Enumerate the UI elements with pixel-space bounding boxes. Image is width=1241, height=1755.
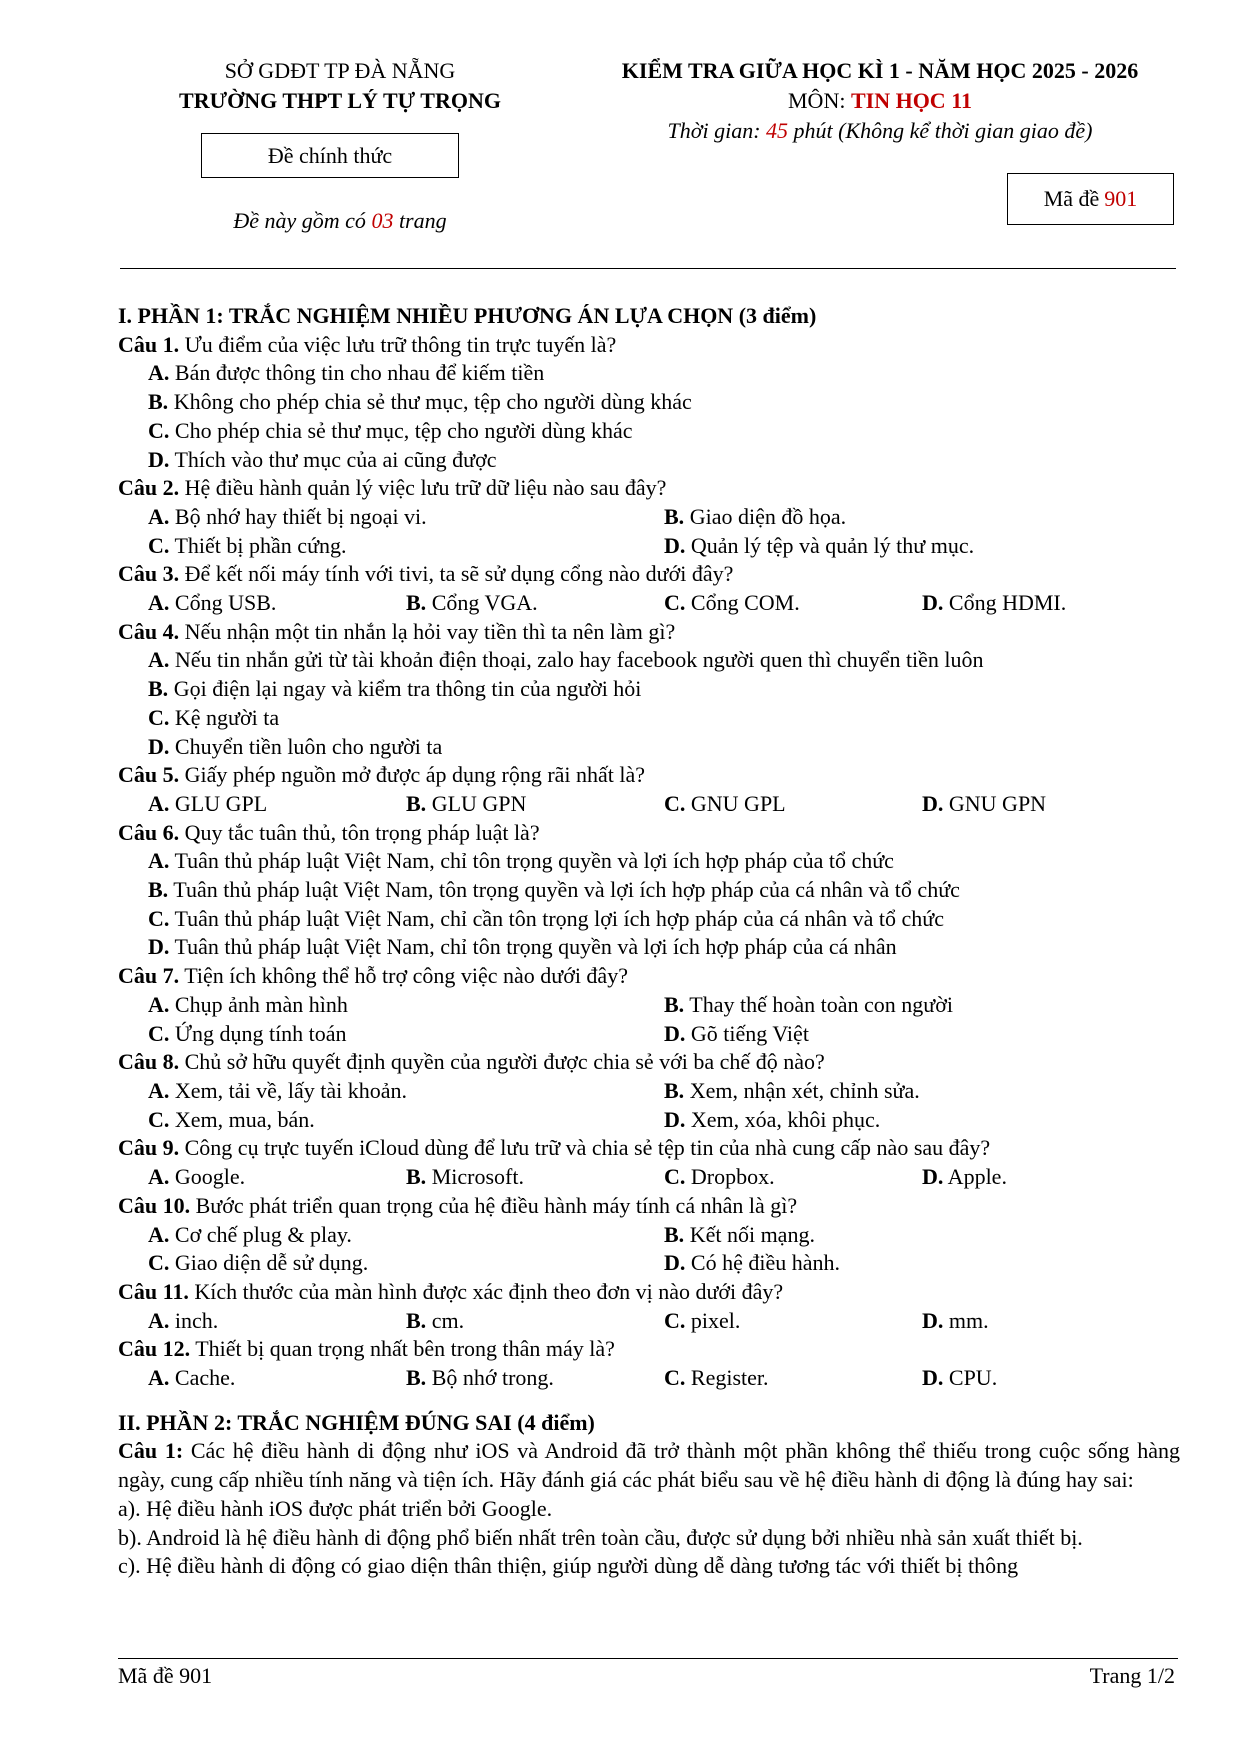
options — [118, 503, 1180, 560]
question: Câu 1. Ưu điểm của việc lưu trữ thông tin trực tuyến là? — [118, 331, 617, 357]
options — [118, 1077, 1180, 1134]
option: A. Nếu tin nhắn gửi từ tài khoản điện thoại, zalo hay facebook người quen thì chuyển tiền luôn — [148, 647, 984, 673]
part2-title: II. PHẦN 2: TRẮC NGHIỆM ĐÚNG SAI (4 điểm) — [118, 1409, 595, 1435]
option: D. Có hệ điều hành. — [664, 1250, 840, 1276]
header-divider — [120, 268, 1176, 269]
footer-divider — [118, 1658, 1178, 1659]
option: C. pixel. — [664, 1307, 741, 1333]
options — [118, 1221, 1180, 1278]
option: B. cm. — [406, 1307, 465, 1333]
option: B. Bộ nhớ trong. — [406, 1365, 554, 1391]
option: D. Tuân thủ pháp luật Việt Nam, chỉ tôn trọng quyền và lợi ích hợp pháp của cá nhân — [148, 934, 897, 960]
option: B. Không cho phép chia sẻ thư mục, tệp cho người dùng khác — [148, 389, 692, 415]
option: B. GLU GPN — [406, 790, 527, 816]
option: C. Ứng dụng tính toán — [148, 1020, 347, 1046]
option: B. Microsoft. — [406, 1164, 524, 1190]
subject-name: TIN HỌC 11 — [850, 88, 972, 113]
department-name: SỞ GDĐT TP ĐÀ NẴNG — [224, 58, 456, 83]
part2-question: Câu 1: Các hệ điều hành di động như iOS và Android đã trở thành một phần không thể thiếu trong cuộc sống hàng ngày, cung cấp nhiều tính năng và tiện ích. Hãy đánh giá các phát biểu sau về hệ điều hành di động là đúng hay sai: — [118, 1438, 1181, 1493]
option: B. Giao diện đồ họa. — [664, 503, 847, 529]
options — [118, 646, 1180, 761]
option: A. Cơ chế plug & play. — [148, 1221, 352, 1247]
option: D. GNU GPN — [922, 790, 1047, 816]
exam-header — [545, 56, 1215, 146]
option: A. Bộ nhớ hay thiết bị ngoại vi. — [148, 503, 427, 529]
statement: c). Hệ điều hành di động có giao diện thân thiện, giúp người dùng dễ dàng tương tác với thiết bị thông — [118, 1553, 1019, 1579]
exam-title: KIỂM TRA GIỮA HỌC KÌ 1 - NĂM HỌC 2025 - 2026 — [621, 58, 1139, 83]
question: Câu 6. Quy tắc tuân thủ, tôn trọng pháp luật là? — [118, 819, 540, 845]
option: A. Chụp ảnh màn hình — [148, 991, 348, 1017]
option: A. inch. — [148, 1307, 219, 1333]
options — [118, 359, 1180, 474]
option: D. Xem, xóa, khôi phục. — [664, 1106, 881, 1132]
options — [118, 790, 1180, 819]
option: D. Apple. — [922, 1164, 1007, 1190]
school-name: TRƯỜNG THPT LÝ TỰ TRỌNG — [179, 88, 501, 113]
option: C. Xem, mua, bán. — [148, 1106, 315, 1132]
option: D. Quản lý tệp và quản lý thư mục. — [664, 532, 975, 558]
options — [118, 991, 1180, 1048]
option: D. mm. — [922, 1307, 989, 1333]
question: Câu 10. Bước phát triển quan trọng của hệ điều hành máy tính cá nhân là gì? — [118, 1192, 798, 1218]
footer-page-number: Trang 1/2 — [1089, 1663, 1175, 1688]
question: Câu 7. Tiện ích không thể hỗ trợ công việc nào dưới đây? — [118, 963, 628, 989]
option: B. Tuân thủ pháp luật Việt Nam, tôn trọng quyền và lợi ích hợp pháp của cá nhân và tổ chức — [148, 877, 960, 903]
subject-line: MÔN: TIN HỌC 11 — [788, 88, 972, 113]
statement: b). Android là hệ điều hành di động phổ biến nhất trên toàn cầu, được sử dụng bởi nhiều nhà sản xuất thiết bị. — [118, 1524, 1083, 1550]
exam-code: 901 — [1104, 186, 1138, 211]
option: B. Kết nối mạng. — [664, 1221, 815, 1247]
page-count-note: Đề này gồm có 03 trang — [233, 208, 447, 233]
option: A. Cổng USB. — [148, 590, 277, 616]
option: C. Giao diện dễ sử dụng. — [148, 1250, 369, 1276]
option: C. Dropbox. — [664, 1164, 775, 1190]
option: A. Xem, tải về, lấy tài khoản. — [148, 1077, 408, 1103]
option: D. Thích vào thư mục của ai cũng được — [148, 446, 497, 472]
part1-title: I. PHẦN 1: TRẮC NGHIỆM NHIỀU PHƯƠNG ÁN LỰA CHỌN (3 điểm) — [118, 303, 817, 328]
option: B. Xem, nhận xét, chỉnh sửa. — [664, 1077, 920, 1103]
question: Câu 4. Nếu nhận một tin nhắn lạ hỏi vay tiền thì ta nên làm gì? — [118, 618, 676, 644]
options — [118, 1364, 1180, 1393]
exam-code-box: Mã đề 901 — [1007, 173, 1174, 225]
question: Câu 12. Thiết bị quan trọng nhất bên trong thân máy là? — [118, 1336, 615, 1362]
option: D. Gõ tiếng Việt — [664, 1020, 809, 1046]
option: C. Tuân thủ pháp luật Việt Nam, chỉ cần tôn trọng lợi ích hợp pháp của cá nhân và tổ chức — [148, 905, 944, 931]
option: A. Google. — [148, 1164, 246, 1190]
time-value: 45 — [766, 118, 789, 143]
option: A. GLU GPL — [148, 790, 268, 816]
options — [118, 847, 1180, 962]
question: Câu 11. Kích thước của màn hình được xác định theo đơn vị nào dưới đây? — [118, 1278, 784, 1304]
option: D. Chuyển tiền luôn cho người ta — [148, 733, 443, 759]
official-exam-box: Đề chính thức — [201, 133, 459, 178]
page-count: 03 — [371, 208, 394, 233]
option: D. CPU. — [922, 1365, 998, 1391]
option: B. Cổng VGA. — [406, 590, 538, 616]
option: C. Register. — [664, 1365, 769, 1391]
question: Câu 2. Hệ điều hành quản lý việc lưu trữ dữ liệu nào sau đây? — [118, 475, 667, 501]
option: A. Bán được thông tin cho nhau để kiếm tiền — [148, 360, 545, 386]
option: C. GNU GPL — [664, 790, 786, 816]
options — [118, 1307, 1180, 1336]
option: B. Gọi điện lại ngay và kiểm tra thông tin của người hỏi — [148, 676, 642, 702]
option: D. Cổng HDMI. — [922, 590, 1067, 616]
option: C. Cổng COM. — [664, 590, 800, 616]
option: C. Kệ người ta — [148, 704, 280, 730]
option: A. Tuân thủ pháp luật Việt Nam, chỉ tôn trọng quyền và lợi ích hợp pháp của tổ chức — [148, 848, 894, 874]
option: A. Cache. — [148, 1365, 236, 1391]
option: C. Cho phép chia sẻ thư mục, tệp cho người dùng khác — [148, 417, 633, 443]
question: Câu 3. Để kết nối máy tính với tivi, ta sẽ sử dụng cổng nào dưới đây? — [118, 561, 734, 587]
school-header — [140, 56, 540, 116]
time-line: Thời gian: 45 phút (Không kể thời gian giao đề) — [667, 118, 1093, 143]
question: Câu 8. Chủ sở hữu quyết định quyền của người được chia sẻ với ba chế độ nào? — [118, 1049, 825, 1075]
options — [118, 589, 1180, 618]
option: C. Thiết bị phần cứng. — [148, 532, 347, 558]
option: B. Thay thế hoàn toàn con người — [664, 991, 953, 1017]
question: Câu 9. Công cụ trực tuyến iCloud dùng để lưu trữ và chia sẻ tệp tin của nhà cung cấp nào sau đây? — [118, 1135, 991, 1161]
footer-exam-code: Mã đề 901 — [118, 1663, 213, 1688]
exam-content — [118, 302, 1180, 1581]
options — [118, 1163, 1180, 1192]
statement: a). Hệ điều hành iOS được phát triển bởi Google. — [118, 1495, 553, 1521]
question: Câu 5. Giấy phép nguồn mở được áp dụng rộng rãi nhất là? — [118, 762, 646, 788]
